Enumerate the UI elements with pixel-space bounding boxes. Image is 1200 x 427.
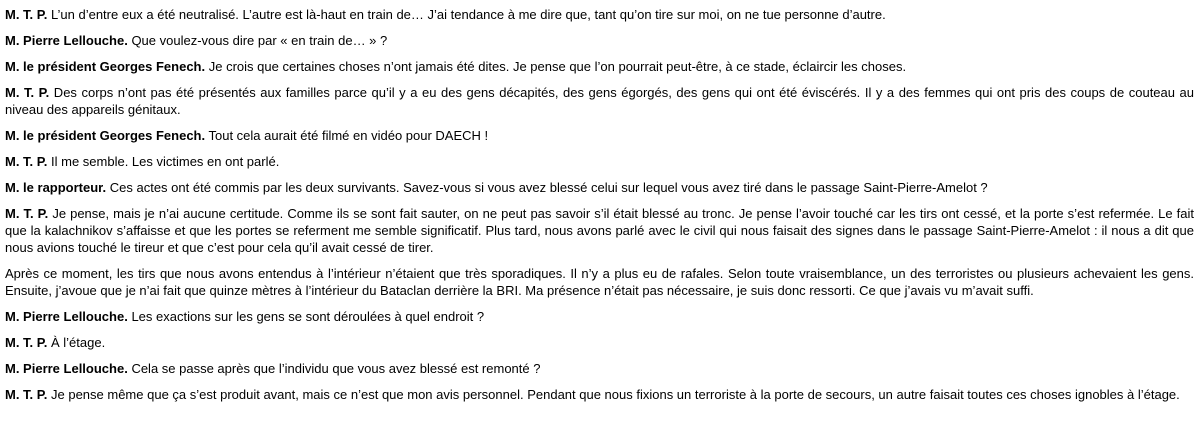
speaker-name: M. Pierre Lellouche. [5, 33, 128, 48]
paragraph-text: Des corps n’ont pas été présentés aux familles parce qu’il y a eu des gens décapités, des gens égorgés, des gens qui ont été éviscérés. Il y a des femmes qui ont pris des coups de couteau au niveau des appareils génitaux. [5, 85, 1195, 117]
paragraph [5, 334, 1194, 351]
paragraph-text: Je crois que certaines choses n’ont jamais été dites. Je pense que l’on pourrait peut-être, à ce stade, éclaircir les choses. [205, 59, 907, 74]
paragraph-text: Cela se passe après que l’individu que vous avez blessé est remonté ? [127, 361, 541, 376]
paragraph [5, 6, 1194, 23]
paragraph [5, 84, 1194, 118]
paragraph [5, 127, 1194, 144]
paragraph-text: Il me semble. Les victimes en ont parlé. [47, 154, 280, 169]
paragraph-text: L’un d’entre eux a été neutralisé. L’autre est là-haut en train de… J’ai tendance à me dire que, tant qu’on tire sur moi, on ne tue personne d’autre. [47, 7, 886, 22]
paragraph [5, 205, 1194, 256]
speaker-name: M. T. P. [5, 387, 48, 402]
paragraph [5, 179, 1194, 196]
speaker-name: M. le rapporteur. [5, 180, 107, 195]
paragraph [5, 308, 1194, 325]
paragraph [5, 265, 1194, 299]
paragraph-text: Que voulez-vous dire par « en train de… » ? [127, 33, 388, 48]
speaker-name: M. Pierre Lellouche. [5, 309, 128, 324]
paragraph-text: Ces actes ont été commis par les deux survivants. Savez-vous si vous avez blessé celui sur lequel vous avez tiré dans le passage Saint-Pierre-Amelot ? [106, 180, 988, 195]
paragraph [5, 58, 1194, 75]
speaker-name: M. T. P. [5, 7, 48, 22]
paragraph [5, 32, 1194, 49]
speaker-name: M. Pierre Lellouche. [5, 361, 128, 376]
speaker-name: M. le président Georges Fenech. [5, 59, 206, 74]
paragraph-text: À l’étage. [47, 335, 106, 350]
speaker-name: M. le président Georges Fenech. [5, 128, 206, 143]
paragraph [5, 153, 1194, 170]
paragraph-text: Après ce moment, les tirs que nous avons entendus à l’intérieur n’étaient que très sporadiques. Il n’y a plus eu de rafales. Selon toute vraisemblance, un des terroristes ou plusieurs achevaient les gens. Ensuite, j’avoue que je n’ai fait que quinze mètres à l’intérieur du Bataclan derrière la BRI. Ma présence n’était pas nécessaire, je suis donc ressorti. Ce que j’avais vu m’avait suffi. [5, 266, 1194, 298]
paragraph [5, 360, 1194, 377]
speaker-name: M. T. P. [5, 85, 50, 100]
paragraph-text: Je pense même que ça s’est produit avant, mais ce n’est que mon avis personnel. Pendant que nous fixions un terroriste à la porte de secours, un autre faisait toutes ces choses ignobles à l’étage. [47, 387, 1180, 402]
paragraph-text: Tout cela aurait été filmé en vidéo pour DAECH ! [205, 128, 489, 143]
speaker-name: M. T. P. [5, 206, 49, 221]
paragraph-text: Les exactions sur les gens se sont déroulées à quel endroit ? [127, 309, 485, 324]
speaker-name: M. T. P. [5, 335, 48, 350]
paragraph-text: Je pense, mais je n’ai aucune certitude. Comme ils se sont fait sauter, on ne peut pas savoir s’il était blessé au tronc. Je pense l’avoir touché car les tirs ont cessé, et la porte s’est refermée. Le fait que la kalachnikov s’affaisse et que les portes se referment me semble significatif. Plus tard, nous avons parlé avec le civil qui nous faisait des signes dans le passage Saint-Pierre-Amelot : il nous a dit que nous avions touché le tireur et que c’est pour cela qu’il avait cessé de tirer. [5, 206, 1194, 255]
speaker-name: M. T. P. [5, 154, 48, 169]
paragraph [5, 386, 1194, 403]
transcript [5, 6, 1194, 403]
